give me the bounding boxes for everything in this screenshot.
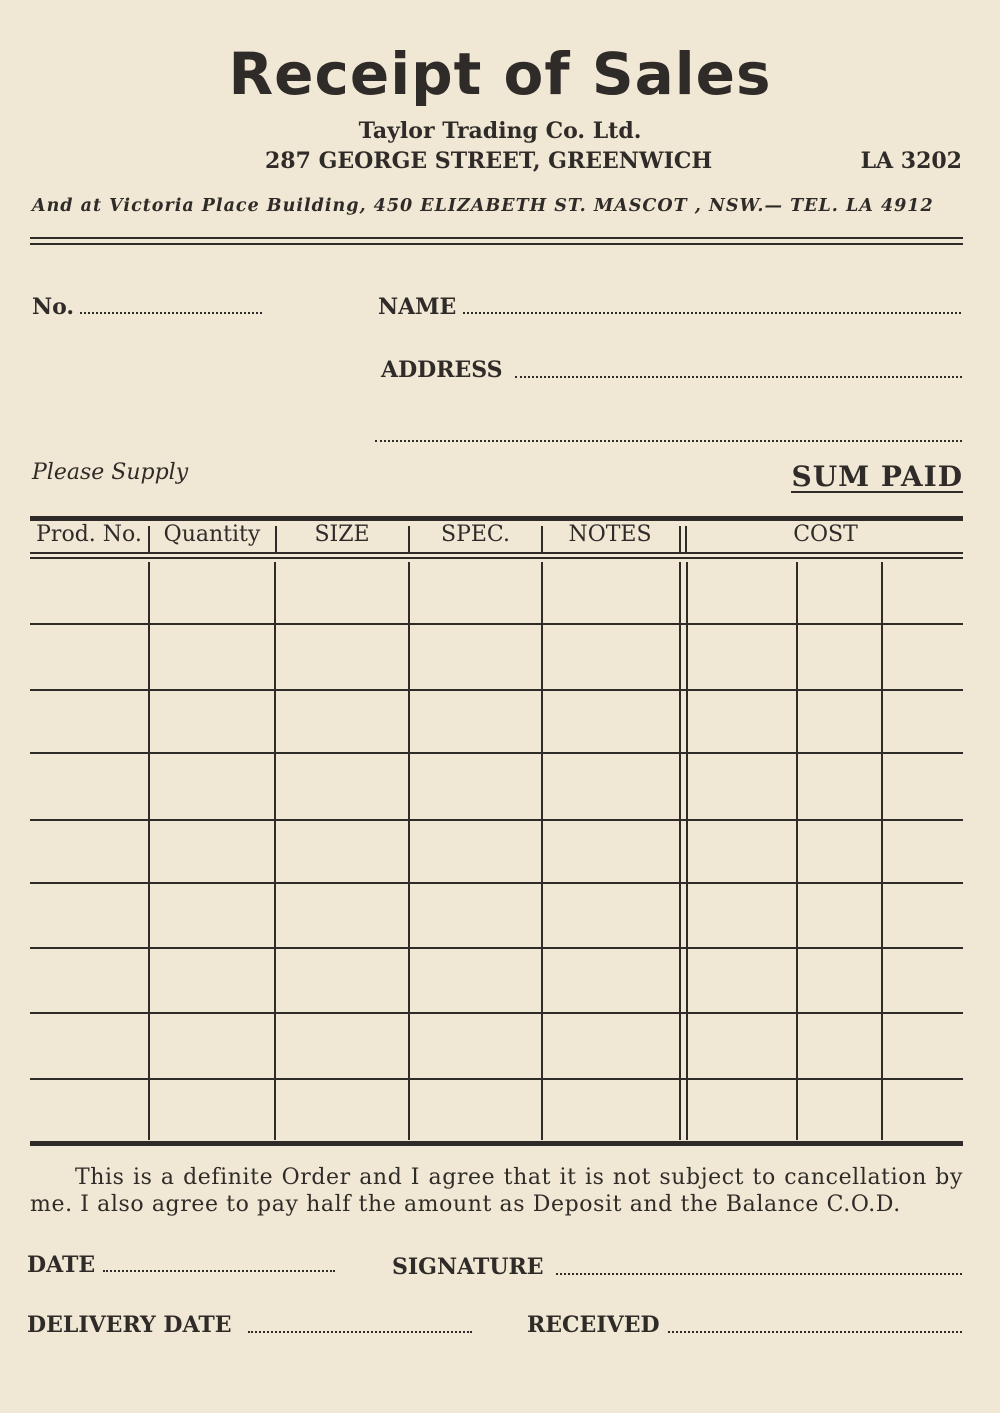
name-label: NAME xyxy=(378,294,457,320)
col-header-prod-no: Prod. No. xyxy=(36,522,142,547)
column-divider-cost-b xyxy=(881,562,883,1140)
table-row-divider xyxy=(30,689,963,691)
please-supply-label: Please Supply xyxy=(32,460,189,485)
table-row-divider xyxy=(30,1012,963,1014)
received-field[interactable] xyxy=(668,1331,962,1333)
table-bottom-border xyxy=(30,1141,963,1146)
sum-paid-label: SUM PAID xyxy=(791,460,963,493)
col-header-cost: COST xyxy=(793,522,858,547)
table-header-divider-top xyxy=(30,552,963,554)
signature-label: SIGNATURE xyxy=(392,1254,544,1280)
column-divider-size xyxy=(408,562,410,1140)
column-divider-cost-a xyxy=(796,562,798,1140)
address-label: ADDRESS xyxy=(381,357,503,383)
receipt-title: Receipt of Sales xyxy=(228,40,772,108)
header-divider-top xyxy=(30,237,963,239)
col-header-separator xyxy=(679,526,681,552)
column-divider-notes-right xyxy=(686,562,688,1140)
signature-field[interactable] xyxy=(556,1273,962,1275)
column-divider-prod-no xyxy=(148,562,150,1140)
col-header-notes: NOTES xyxy=(568,522,652,547)
number-label: No. xyxy=(32,294,75,320)
col-header-spec: SPEC. xyxy=(441,522,510,547)
table-header-divider-bottom xyxy=(30,557,963,559)
received-label: RECEIVED xyxy=(527,1312,660,1338)
col-header-separator xyxy=(685,526,687,552)
branch-address-line: And at Victoria Place Building, 450 ELIZABETH ST. MASCOT , NSW.— TEL. LA 4912 xyxy=(32,196,934,216)
table-row-divider xyxy=(30,752,963,754)
address-field-line-2[interactable] xyxy=(375,440,962,442)
date-field[interactable] xyxy=(103,1270,335,1272)
column-divider-spec xyxy=(541,562,543,1140)
phone-code: LA 3202 xyxy=(860,148,962,174)
table-row-divider xyxy=(30,947,963,949)
col-header-quantity: Quantity xyxy=(163,522,261,547)
column-divider-notes-left xyxy=(679,562,681,1140)
header-divider-bottom xyxy=(30,243,963,245)
address-field-line-1[interactable] xyxy=(515,376,962,378)
column-divider-quantity xyxy=(274,562,276,1140)
date-label: DATE xyxy=(27,1252,96,1278)
name-field[interactable] xyxy=(463,312,961,314)
number-field[interactable] xyxy=(80,312,262,314)
agreement-text: This is a definite Order and I agree that it is not subject to cancellation by me. I also agree to pay half the amount as Deposit and the Balance C.O.D. xyxy=(30,1165,963,1217)
company-street-address: 287 GEORGE STREET, GREENWICH xyxy=(265,148,713,174)
table-row-divider xyxy=(30,1078,963,1080)
table-row-divider xyxy=(30,623,963,625)
company-name: Taylor Trading Co. Ltd. xyxy=(358,118,642,144)
delivery-date-field[interactable] xyxy=(248,1331,472,1333)
table-row-divider xyxy=(30,819,963,821)
table-top-border xyxy=(30,516,963,521)
delivery-date-label: DELIVERY DATE xyxy=(27,1312,232,1338)
table-row-divider xyxy=(30,882,963,884)
col-header-size: SIZE xyxy=(314,522,370,547)
